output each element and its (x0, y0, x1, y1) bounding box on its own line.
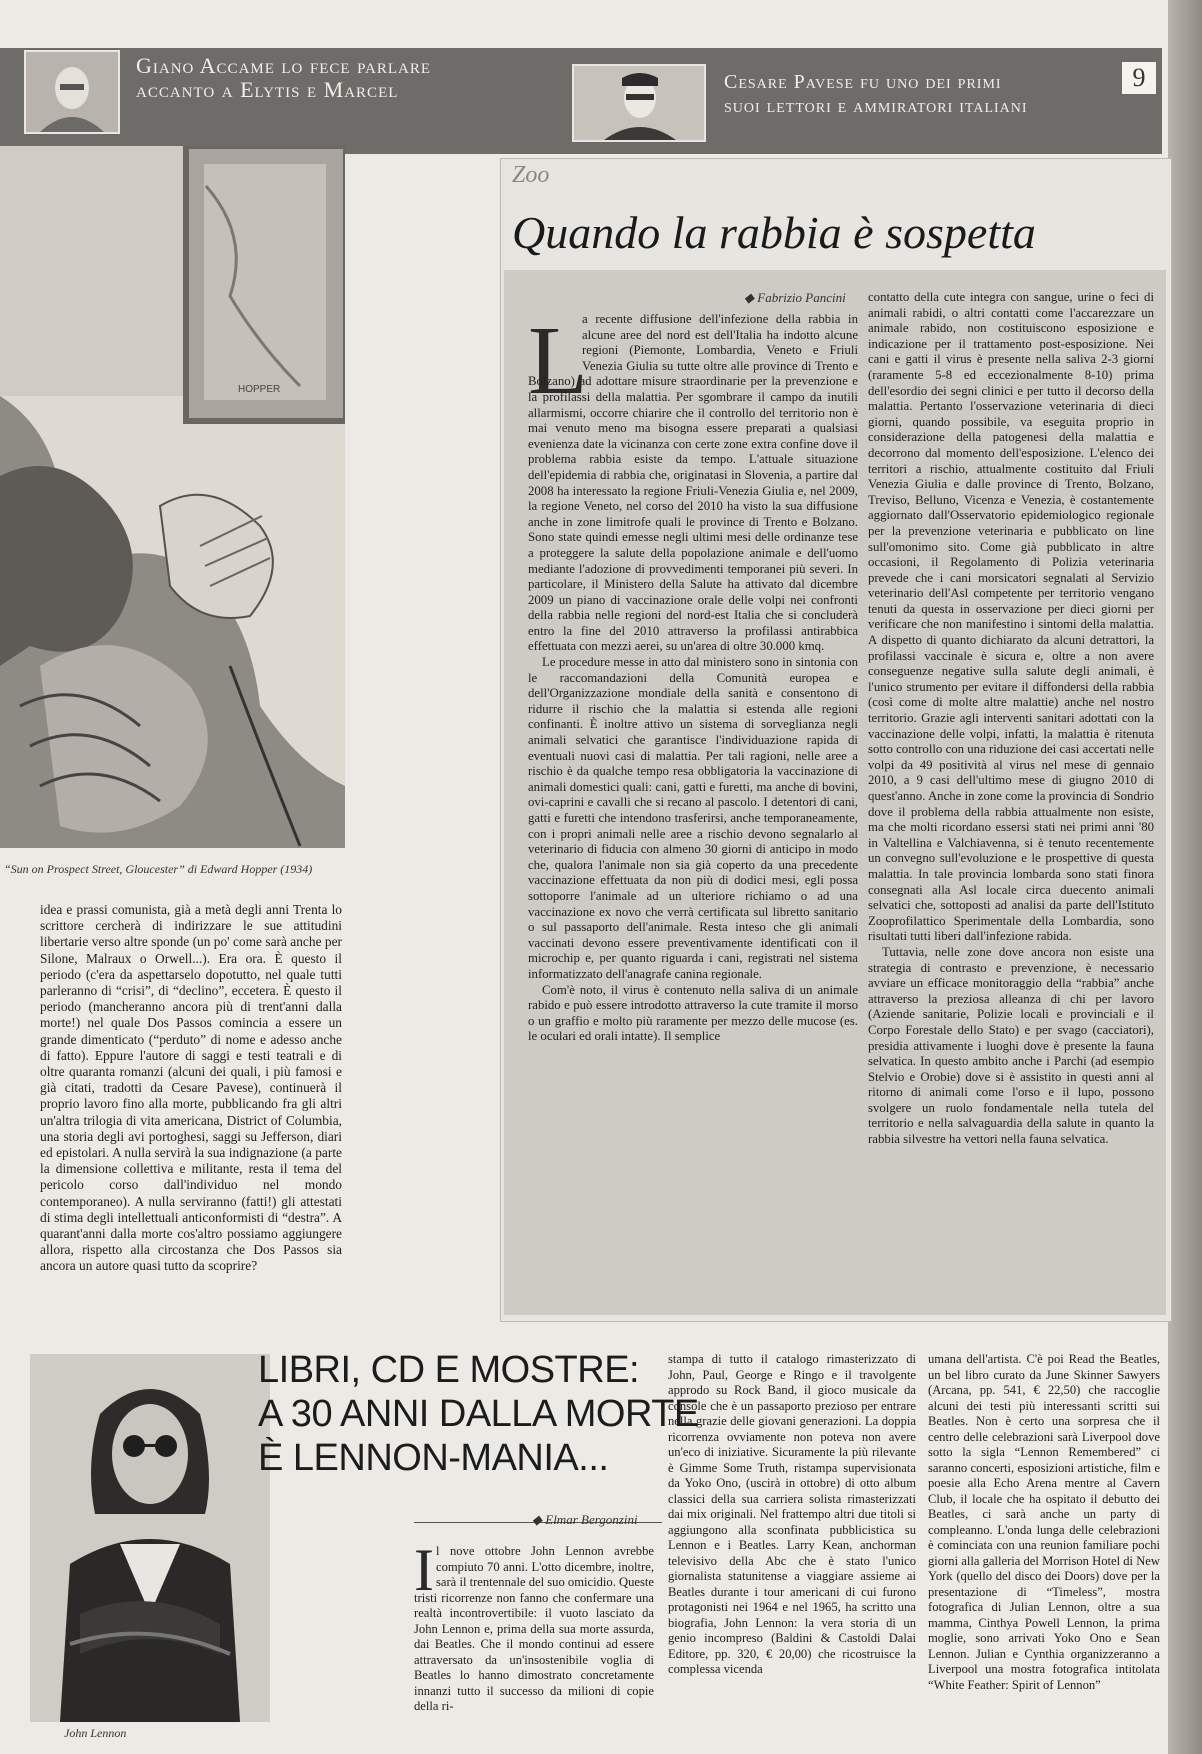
rabies-column-1 (528, 307, 858, 1045)
header-right-line1: Cesare Pavese fu uno dei primi (724, 71, 1002, 93)
lennon-title-line: LIBRI, CD E MOSTRE: (258, 1349, 640, 1391)
lennon-column-3 (928, 1352, 1160, 1693)
left-article-paragraph: idea e prassi comunista, già a metà degli anni Trenta lo scrittore cercherà di indirizzare le sue attitudini libertarie verso altre sponde (un po' come sarà anche per Silone, Malraux o Orwell...). Era ora. È questo il periodo (c'era da aspettarselo dopotutto, nel quale tutti parleranno di “crisi”, di “declino”, eccetera. È questo il periodo (mancheranno ancora più di trent'anni dalla morte!) nel quale Dos Passos comincia a essere un grande dimenticato (“perduto” di nome e adesso anche di fatto). Eppure l'autore di saggi e testi teatrali e di oltre quaranta romanzi (alcuni dei quali, i più famosi e già citati, tradotti da Cesare Pavese), continuerà il proprio lavoro fino alla morte, pubblicando fra gli altri un'altra trilogia di vita americana, District of Columbia, una storia degli avi portoghesi, saggi su Jefferson, diari ed epistolari. A nulla servirà la sua indignazione (a parte la dimensione collettiva e militante, resta il tema del pericolo corso dall'individuo nel mondo contemporaneo). A nulla serviranno (fatti!) gli attestati di stima degli intellettuali anticonformisti di “destra”. A quarant'anni dalla morte cos'altro possiamo aggiungere allora, rispetto alla circostanza che Dos Passos sia ancora un autore quasi tutto da scoprire? (40, 902, 342, 1274)
lennon-column-1 (414, 1544, 654, 1715)
rabies-paragraph: Tuttavia, nelle zone dove ancora non esiste una strategia di contrasto e prevenzione, è necessario avviare un efficace monitoraggio della “rabbia” anche attraverso la preziosa alleanza di chi per lavoro (Aziende sanitarie, Polizie locali e provinciali e il Corpo Forestale dello Stato) e per svago (cacciatori), presidia attivamente i luoghi dove è presente la fauna selvatica. In questo ambito anche i Parchi (ad esempio Stelvio e Orobie) dove si è assistito in questi anni al ritorno di animali come l'orso e il lupo, possono svolgere un ruolo fondamentale nella tutela del territorio e nella salvaguardia della salute in quanto la rabbia silvestre ha vettori nella fauna selvatica. (868, 944, 1154, 1147)
lennon-dropcap: I (414, 1537, 434, 1603)
dropcap-space (528, 312, 582, 374)
painting-illustration (0, 146, 345, 848)
header-right-text (724, 70, 1028, 118)
header-right-line2: suoi lettori e ammiratori italiani (724, 95, 1028, 117)
hopper-painting (0, 146, 345, 848)
rabies-paragraph: a recente diffusione dell'infezione della rabbia in alcune aree del nord est dell'Italia ha indotto alcune regioni (Piemonte, Lombardia, Veneto e Friuli Venezia Giulia su tutte oltre alle province di Trento e Bolzano) ad adottare misure straordinarie per la prevenzione e la profilassi della malattia. Per sgombrare il campo da inutili allarmismi, occorre chiarire che il controllo del territorio non è mai venuto meno ma bisogna essere preparati a qualsiasi evenienza date la vicinanza con certe zone extra confine dove il problema rabbia esiste da tempo. L'attuale situazione dell'epidemia di rabbia che, originatasi in Slovenia, a partire dal 2008 ha interessato la regione Friuli-Venezia Giulia e, nel 2009, la regione Veneto, nel corso del 2010 ha visto la sua diffusione anche in zone limitrofe quali le province di Trento e Bolzano. Sono state quindi emesse negli ultimi mesi delle ordinanze tese a proteggere la salute della popolazione animale e dell'uomo mediante l'adozione di provvedimenti temporanei più severi. In particolare, il Ministero della Salute ha attivato dal dicembre 2009 un piano di vaccinazione orale delle volpi nei confronti della rabbia nelle regioni del nord-est Italia che si concluderà entro la fine del 2010 attraverso la profilassi antirabbica effettuata con mezzi aerei, su un'area di oltre 30.000 kmq. (528, 312, 858, 654)
pavese-photo (572, 64, 706, 142)
rabies-article-title: Quando la rabbia è sospetta (512, 207, 1036, 258)
rabies-byline: ◆ Fabrizio Pancini (744, 290, 846, 305)
accame-photo (24, 50, 120, 134)
header-left-text (136, 54, 431, 102)
lennon-paragraph: l nove ottobre John Lennon avrebbe compiuto 70 anni. L'otto dicembre, inoltre, sarà il trentennale del suo omicidio. Queste tristi ricorrenze non fanno che confermare una realtà incontrovertibile: il vuoto lasciato da John Lennon e, prima della sua morte assurda, dai Beatles. Che il mondo continui ad essere attraversato da un'insostenibile voglia di Beatles lo hanno dimostrato concretamente innanzi tutto il successo da milioni di copie della ri- (414, 1544, 654, 1713)
section-rubric: Zoo (512, 162, 550, 188)
portrait-icon (26, 52, 118, 132)
lennon-column-2 (668, 1352, 916, 1678)
rabies-column-2 (868, 290, 1154, 1148)
dropcap-space (414, 1544, 436, 1588)
portrait-icon (574, 66, 704, 140)
rabies-paragraph: contatto della cute integra con sangue, urine o feci di animali rabidi, o altri contatti come l'accarezzare un animale rabido, non costituiscono esposizione e indicazione per il trattamento post-esposizione. Nei cani e gatti il virus è presente nella saliva 2-3 giorni (raramente 5-8 ed eccezionalmente 8-10) prima dell'esordio dei segni clinici e per tutto il decorso della malattia. Pertanto l'osservazione veterinaria di dieci giorni, quando possibile, va eseguita proprio in considerazione della patogenesi della malattia e decorrono dal momento dell'esposizione. L'elenco dei territori a rischio, attualmente costituito dal Friuli Venezia Giulia e dalle province di Trento, Bolzano, Treviso, Belluno, Vicenza e Venezia, è costantemente aggiornato dall'Osservatorio epidemiologico regionale per la prevenzione veterinaria e pubblicato on line sull'omonimo sito. Come già pubblicato in altre occasioni, il Regolamento di Polizia veterinaria prevede che i cani morsicatori segnalati al Servizio veterinario dell'Asl competente per territorio vengano tenuti da questa in osservazione per dieci giorni per verificare che non manifestino i sintomi della malattia. A dispetto di quanto dichiarato da alcuni detrattori, la profilassi vaccinale è sicura e, oltre a non avere conseguenze negative sulla salute degli animali, è l'unico strumento per evitare il diffondersi della rabbia (così come di molte altre malattie) anche nel nostro territorio. Grazie agli interventi sanitari adottati con la vaccinazione delle volpi, infatti, la malattia è ritenuta sotto controllo con una riduzione dei casi accertati nelle volpi da 49 positività al virus nel mese di gennaio 2010, a 9 casi dell'ultimo mese di giugno 2010 di quest'anno. Anche in zone come la provincia di Sondrio dove il problema della rabbia attualmente non esiste, ma che molti ricordano essersi stati nei primi anni '80 in Valtellina e Valchiavenna, si è tenuto recentemente un convegno sull'evoluzione e le prospettive di questa malattia. In tale provincia lombarda sono stati finora consegnati alla Asl locale circa duecento animali selvatici che, sottoposti ad analisi da parte dell'Istituto Zooprofilattico Sperimentale della Lombardia, sono risultati tutti liberi dall'infezione rabida. (868, 290, 1154, 944)
lennon-title-line: A 30 ANNI DALLA MORTE (258, 1393, 699, 1435)
painting-caption: “Sun on Prospect Street, Gloucester” di Edward Hopper (1934) (4, 862, 313, 876)
header-band (0, 48, 1162, 154)
lennon-photo (30, 1354, 270, 1722)
lennon-portrait-icon (30, 1354, 270, 1722)
lennon-paragraph: umana dell'artista. C'è poi Read the Beatles, un bel libro curato da June Skinner Sawyers (Arcana, pp. 541, € 22,50) che raccoglie alcuni dei testi più interessanti scritti sui Beatles. Non è certo una sorpresa che il centro delle celebrazioni sarà Liverpool dove sotto la sigla “Lennon Remembered” ci saranno concerti, esposizioni artistiche, film e poesie alla Echo Arena mentre al Cavern Club, il locale che ha ospitato il debutto dei Beatles, ci sarà anche un party di compleanno. L'onda lunga delle celebrazioni è cominciata con una reunion familiare pochi giorni alla galleria del Morrison Hotel di New York (quello del disco dei Doors) dove per la presentazione di “Timeless”, mostra fotografica di Julian Lennon, oltre a sua mamma, Cinthya Powell Lennon, la prima moglie, sono arrivati Yoko Ono e Sean Lennon. Julian e Cynthia organizzeranno a Liverpool una mostra fotografica intitolata “White Feather: Spirit of Lennon” (928, 1352, 1160, 1692)
lennon-article-title (258, 1348, 699, 1480)
header-left-line1: Giano Accame lo fece parlare (136, 53, 432, 78)
page-number: 9 (1122, 62, 1156, 94)
lennon-photo-caption: John Lennon (64, 1726, 127, 1740)
left-article-column (40, 902, 342, 1275)
lennon-paragraph: stampa di tutto il catalogo rimasterizzato di John, Paul, George e Ringo e il travolgente approdo su Rock Band, il gioco musicale da console che è un passaporto prezioso per entrare nella grazie delle giovani generazioni. La doppia ricorrenza ovviamente non poteva non avere un'eco di iniziative. Sicuramente la più rilevante è Gimme Some Truth, ristampa supervisionata da Yoko Ono, (uscirà in ottobre) di otto album classici della sua carriera solista rimasterizzati dai mix originali. Nel frattempo altri due titoli si aggiungono alla sconfinata pubblicistica su Lennon e i Beatles. Larry Kean, anchorman televisivo della Abc che è stato l'unico giornalista statunitense a viaggiare assieme ai Beatles durante i tour americani di cui furono protagonisti nei 1964 e nel 1965, ha scritto una biografia, John Lennon: la vera storia di un genio incompreso (Baldini & Castoldi Dalai Editore, pp. 320, € 20,00) che ricostruisce la complessa vicenda (668, 1352, 916, 1676)
lennon-byline: ◆ Elmar Bergonzini (532, 1512, 638, 1527)
painting-signature: HOPPER (238, 384, 281, 395)
header-left-line2: accanto a Elytis e Marcel (136, 77, 399, 102)
rabies-paragraph: Com'è noto, il virus è contenuto nella saliva di un animale rabido e può essere introdotto attraverso la cute tramite il morso o un graffio e molto più raramente per mezzo delle mucose (es. le oculari ed orali intatte). Il semplice (528, 982, 858, 1044)
lennon-title-line: È LENNON-MANIA... (258, 1437, 609, 1479)
rabies-paragraph: Le procedure messe in atto dal ministero sono in sintonia con le raccomandazioni della Comunità europea e dell'Organizzazione mondiale della sanità e consentono di ridurre il rischio che la malattia si estenda alle regioni confinanti. È inoltre attivo un sistema di sorveglianza negli animali selvatici che garantisce l'individuazione rapida di eventuali nuovi casi di malattia. Per tali ragioni, nelle aree a rischio è da qualche tempo resa obbligatoria la vaccinazione di animali domestici quali: cani, gatti e furetti, ma anche di bovini, ovi-caprini e cavalli che si recano al pascolo. I detentori di cani, gatti e furetti che intendono trasferirsi, anche temporaneamente, con i propri animali nelle aree a rischio devono segnalarlo al veterinario di fiducia con almeno 30 giorni di anticipo in modo che, qualora l'animale non sia già coperto da una precedente vaccinazione effettuata da non più di dodici mesi, egli possa sottoporre l'animale ad un ulteriore richiamo o ad una vaccinazione ex novo che verrà certificata sul libretto sanitario o sul passaporto dell'animale. Resta inteso che gli animali vaccinati devono essere preventivamente identificati con il microchip e, per quanto riguarda i cani, registrati nel sistema informatizzato dell'anagrafe canina regionale. (528, 655, 858, 981)
page-spine (1168, 0, 1202, 1754)
rabies-dropcap: L (528, 307, 588, 415)
